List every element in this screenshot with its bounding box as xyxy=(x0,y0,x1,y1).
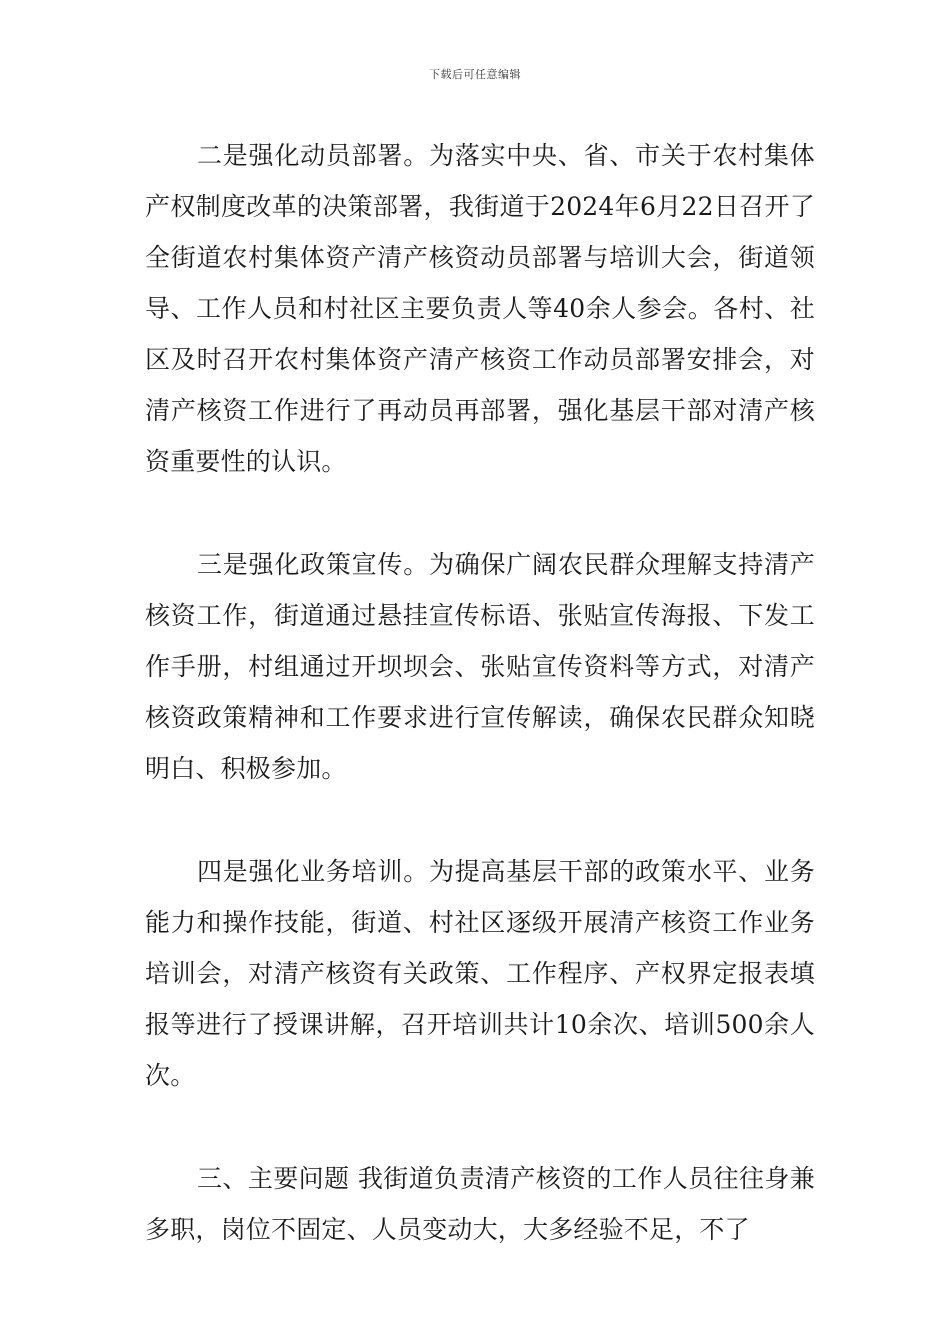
paragraph-business-training: 四是强化业务培训。为提高基层干部的政策水平、业务能力和操作技能，街道、村社区逐级开展清产核资工作业务培训会，对清产核资有关政策、工作程序、产权界定报表填报等进行了授课讲解，召开培训共计10余次、培训500余人次。 xyxy=(145,857,815,1090)
paragraph-main-problems: 三、主要问题 我街道负责清产核资的工作人员往往身兼多职，岗位不固定、人员变动大，大多经验不足，不了 xyxy=(145,1164,815,1244)
header-note: 下载后可任意编辑 xyxy=(429,68,521,81)
paragraph-policy-publicity: 三是强化政策宣传。为确保广阔农民群众理解支持清产核资工作，街道通过悬挂宣传标语、张贴宣传海报、下发工作手册，村组通过开坝坝会、张贴宣传资料等方式，对清产核资政策精神和工作要求进行宣传解读，确保农民群众知晓明白、积极参加。 xyxy=(145,550,815,783)
document-body xyxy=(145,130,815,1307)
paragraph-mobilization: 二是强化动员部署。为落实中央、省、市关于农村集体产权制度改革的决策部署，我街道于2024年6月22日召开了全街道农村集体资产清产核资动员部署与培训大会，街道领导、工作人员和村社区主要负责人等40余人参会。各村、社区及时召开农村集体资产清产核资工作动员部署安排会，对清产核资工作进行了再动员再部署，强化基层干部对清产核资重要性的认识。 xyxy=(145,141,815,476)
